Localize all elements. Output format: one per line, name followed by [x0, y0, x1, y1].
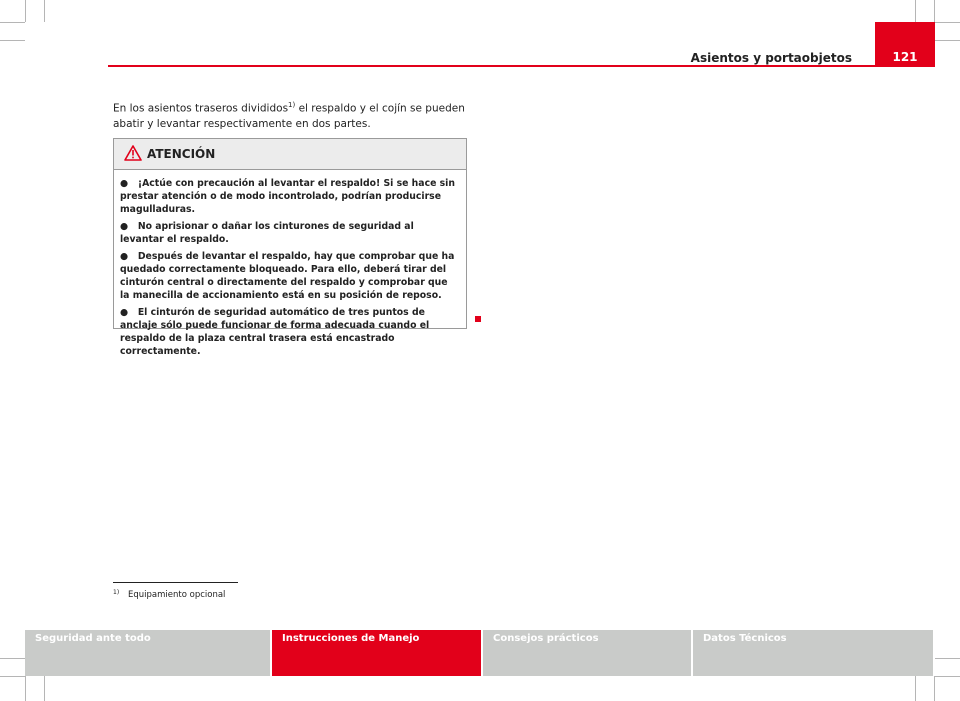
- warning-item: ● El cinturón de seguridad automático de tres puntos de anclaje sólo puede funcionar de forma adecuada cuando el respaldo de la plaza central trasera está encastrado correctamente.: [120, 307, 430, 357]
- section-end-marker: [475, 316, 481, 322]
- crop-mark: [0, 40, 25, 41]
- crop-mark: [0, 658, 25, 659]
- crop-mark: [935, 22, 960, 23]
- page-number-tab: [875, 22, 935, 67]
- nav-tab-datos[interactable]: Datos Técnicos: [693, 630, 933, 676]
- crop-mark: [0, 22, 25, 23]
- warning-item: ● ¡Actúe con precaución al levantar el respaldo! Si se hace sin prestar atención o de modo incontrolado, podrían producirse magulladuras.: [120, 178, 455, 215]
- crop-mark: [934, 676, 935, 701]
- intro-paragraph: [113, 98, 473, 132]
- warning-header: [114, 139, 466, 170]
- crop-mark: [915, 676, 916, 701]
- warning-item: ● No aprisionar o dañar los cinturones de seguridad al levantar el respaldo.: [120, 221, 414, 245]
- footnote-rule: [113, 582, 238, 583]
- nav-tab-consejos[interactable]: Consejos prácticos: [483, 630, 691, 676]
- intro-text-continued: el respaldo y el cojín se pueden abatir y levantar respectivamente en dos partes.: [113, 102, 465, 130]
- warning-item-text: Después de levantar el respaldo, hay que comprobar que ha quedado correctamente bloqueado. Para ello, deberá tirar del cinturón central o directamente del respaldo y comprobar que la manecilla de accionamiento está en su posición de reposo.: [120, 251, 455, 301]
- crop-mark: [935, 40, 960, 41]
- warning-box: [113, 138, 467, 357]
- footnote-text: Equipamiento opcional: [128, 590, 226, 600]
- footnote-reference[interactable]: 1): [288, 101, 296, 109]
- warning-item-text: ¡Actúe con precaución al levantar el respaldo! Si se hace sin prestar atención o de modo incontrolado, podrían producirse magulladuras.: [120, 178, 455, 215]
- crop-mark: [935, 676, 960, 677]
- crop-mark: [935, 658, 960, 659]
- warning-title: ATENCIÓN: [147, 147, 216, 161]
- warning-item-text: No aprisionar o dañar los cinturones de seguridad al levantar el respaldo.: [120, 221, 414, 245]
- header-rule: [108, 65, 935, 67]
- section-title: Asientos y portaobjetos: [690, 51, 852, 65]
- crop-mark: [25, 676, 26, 701]
- warning-item: ● Después de levantar el respaldo, hay que comprobar que ha quedado correctamente bloqueado. Para ello, deberá tirar del cinturón central o directamente del respaldo y comprobar que la manecilla de accionamiento está en su posición de reposo.: [120, 251, 455, 301]
- footnote-mark: 1): [113, 589, 120, 596]
- crop-mark: [25, 0, 26, 22]
- warning-body: [114, 170, 466, 358]
- warning-triangle-icon: [124, 145, 142, 165]
- nav-tab-seguridad[interactable]: Seguridad ante todo: [25, 630, 270, 676]
- intro-text: En los asientos traseros divididos: [113, 102, 289, 115]
- crop-mark: [934, 0, 935, 22]
- nav-tab-instrucciones[interactable]: Instrucciones de Manejo: [272, 630, 481, 676]
- crop-mark: [44, 676, 45, 701]
- page-number: 121: [892, 50, 918, 64]
- crop-mark: [915, 0, 916, 22]
- chapter-navigation: [25, 630, 935, 676]
- crop-mark: [44, 0, 45, 22]
- warning-item-text: El cinturón de seguridad automático de tres puntos de anclaje sólo puede funcionar de forma adecuada cuando el respaldo de la plaza central trasera está encastrado correctamente.: [120, 307, 430, 357]
- crop-mark: [0, 676, 25, 677]
